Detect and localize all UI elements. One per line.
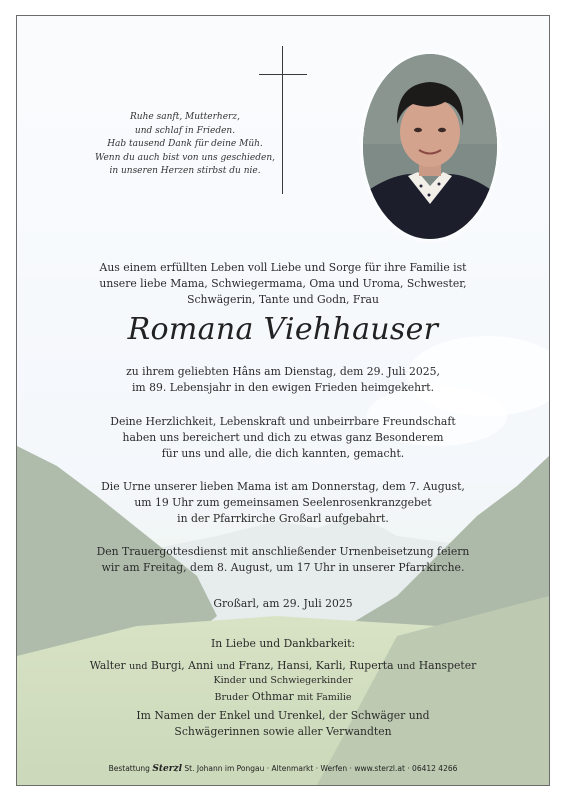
cross-icon-bar (259, 74, 307, 75)
urn-line: Die Urne unserer lieben Mama ist am Donnerstag, dem 7. August, (101, 480, 465, 493)
family-children: Walter und Burgi, Anni und Franz, Hansi, Karli, Ruperta und Hanspeter (89, 659, 477, 672)
intro-line: Aus einem erfüllten Leben voll Liebe und Sorge für ihre Familie ist (99, 261, 467, 274)
tribute-line: für uns und alle, die dich kannten, gemacht. (161, 447, 405, 460)
funeral-home-footer: Bestattung Sterzl St. Johann im Pongau · Altenmarkt · Werfen · www.sterzl.at · 06412 4266 (108, 764, 458, 774)
deceased-name: Romana Viehhauser (127, 312, 439, 347)
brother-line: Bruder Othmar mit Familie (214, 690, 352, 703)
mass-line: Den Trauergottesdienst mit anschließender Urnenbeisetzung feiern (96, 545, 470, 558)
tribute-line: haben uns bereichert und dich zu etwas ganz Besonderem (122, 431, 444, 444)
obituary-card (16, 15, 550, 786)
relatives-line: Schwägerinnen sowie aller Verwandten (174, 725, 392, 738)
poem (75, 111, 295, 179)
death-line: im 89. Lebensjahr in den ewigen Frieden heimgekehrt. (131, 381, 435, 394)
intro-text (17, 260, 549, 308)
poem-line: Hab tausend Dank für deine Müh. (107, 139, 263, 149)
portrait-photo (363, 54, 497, 239)
relatives-text (17, 708, 549, 740)
mass-line: wir am Freitag, dem 8. August, um 17 Uhr in unserer Pfarrkirche. (101, 561, 465, 574)
urn-text (17, 479, 549, 527)
poem-line: Wenn du auch bist von uns geschieden, (94, 152, 276, 163)
poem-line: Ruhe sanft, Mutterherz, (130, 112, 240, 122)
closing-line: In Liebe und Dankbarkeit: (210, 637, 356, 650)
tribute-text (17, 414, 549, 462)
intro-line: unsere liebe Mama, Schwiegermama, Oma und Uroma, Schwester, (99, 277, 467, 290)
intro-line: Schwägerin, Tante und Godn, Frau (187, 293, 379, 306)
urn-line: in der Pfarrkirche Großarl aufgebahrt. (177, 512, 389, 525)
poem-line: und schlaf in Frieden. (134, 125, 236, 136)
content (17, 16, 549, 785)
place-date: Großarl, am 29. Juli 2025 (213, 597, 353, 610)
mass-text (17, 544, 549, 576)
urn-line: um 19 Uhr zum gemeinsamen Seelenrosenkranzgebet (134, 496, 432, 509)
funeral-home-logo: Sterzl (152, 764, 182, 774)
poem-line: in unseren Herzen stirbst du nie. (109, 166, 261, 176)
death-line: zu ihrem geliebten Hâns am Dienstag, dem 29. Juli 2025, (126, 365, 440, 378)
relatives-line: Im Namen der Enkel und Urenkel, der Schwäger und (136, 709, 430, 722)
tribute-line: Deine Herzlichkeit, Lebenskraft und unbeirrbare Freundschaft (110, 415, 456, 428)
children-label: Kinder und Schwiegerkinder (213, 675, 353, 686)
death-text (17, 364, 549, 396)
